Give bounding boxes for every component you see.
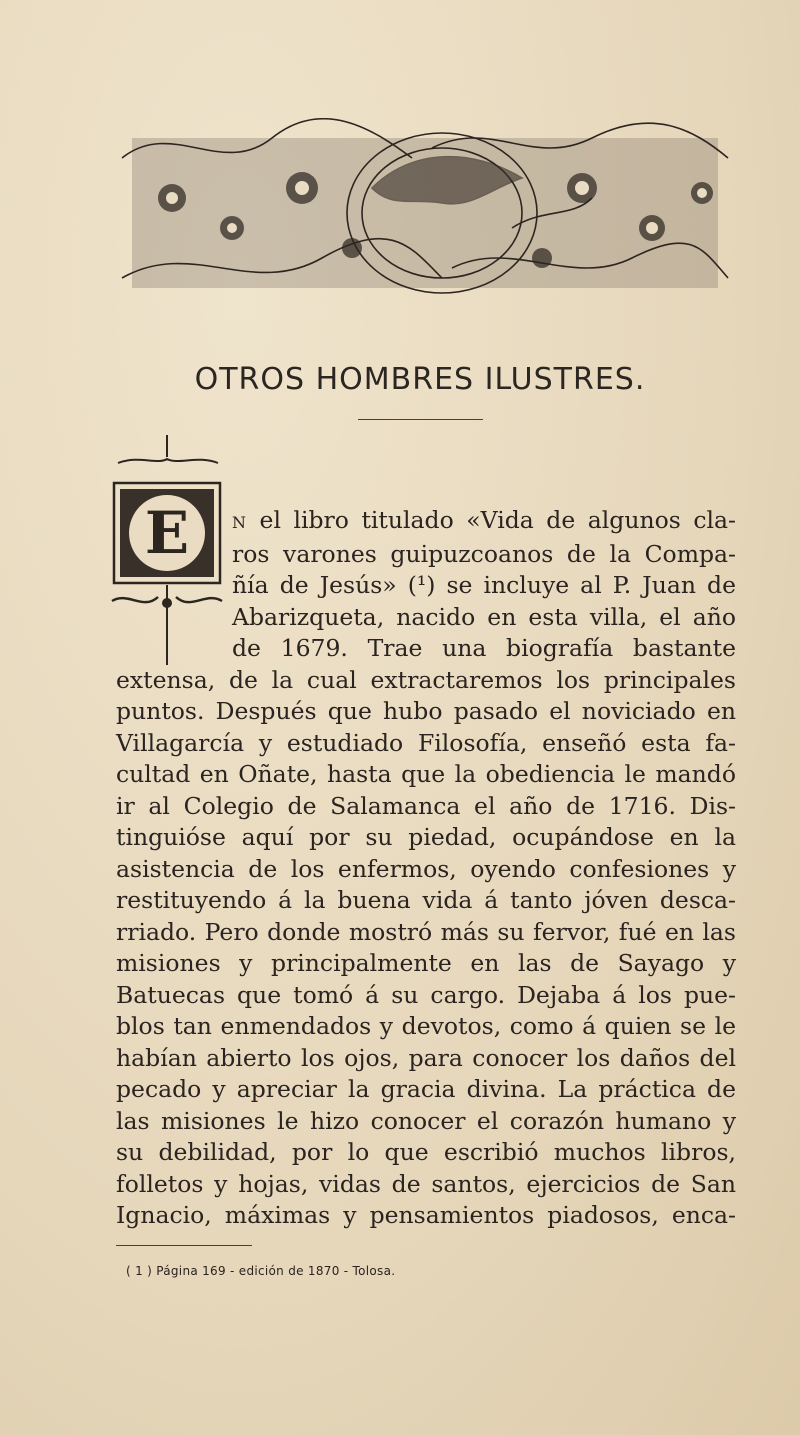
text-line: misiones y principalmente en las de Sayago y [116, 949, 736, 977]
text-line: asistencia de los enfermos, oyendo confesiones y [116, 854, 736, 883]
text-line: las misiones le hizo conocer el corazón humano y [116, 1106, 736, 1135]
text-line: extensa, de la cual extractaremos los principales [116, 665, 736, 694]
text-line: Batuecas que tomó á su cargo. Dejaba á los pue- [116, 980, 736, 1009]
text-line: pecado y apreciar la gracia divina. La práctica de [116, 1075, 736, 1103]
text-line: rriado. Pero donde mostró más su fervor, fué en las [116, 917, 736, 946]
ornamental-headpiece [112, 118, 738, 300]
initial-letter-glyph: E [144, 499, 190, 567]
title-divider [358, 419, 483, 420]
text-line: su debilidad, por lo que escribió muchos libros, [116, 1138, 736, 1166]
text-line: folletos y hojas, vidas de santos, ejercicios de San [116, 1169, 736, 1198]
text-line: ros varones guipuzcoanos de la Compa- [232, 539, 736, 568]
body-paragraph [116, 505, 736, 1232]
chapter-title: OTROS HOMBRES ILUSTRES. [194, 362, 646, 397]
text-line: de 1679. Trae una biografía bastante [232, 634, 736, 662]
footnote-divider [116, 1245, 252, 1246]
text-line: puntos. Después que hubo pasado el noviciado en [116, 697, 736, 725]
text-line: Ignacio, máximas y pensamientos piadosos, enca- [116, 1201, 736, 1229]
footnote: ( 1 ) Página 169 - edición de 1870 - Tolosa. [126, 1264, 396, 1278]
text-line: cultad en Oñate, hasta que la obediencia le mandó [116, 760, 736, 788]
text-line: blos tan enmendados y devotos, como á quien se le [116, 1012, 736, 1040]
text-line: ir al Colegio de Salamanca el año de 1716. Dis- [116, 791, 736, 820]
text-line: Abarizqueta, nacido en esta villa, el año [232, 602, 736, 631]
text-line: ñía de Jesús» (¹) se incluye al P. Juan de [232, 571, 736, 599]
text-line: N el libro titulado «Vida de algunos cla- [232, 506, 736, 534]
text-line: Villagarcía y estudiado Filosofía, enseñó esta fa- [116, 728, 736, 757]
text-line: tinguióse aquí por su piedad, ocupándose en la [116, 823, 736, 851]
text-line: habían abierto los ojos, para conocer los daños del [116, 1043, 736, 1072]
text-line: restituyendo á la buena vida á tanto jóven desca- [116, 886, 736, 914]
